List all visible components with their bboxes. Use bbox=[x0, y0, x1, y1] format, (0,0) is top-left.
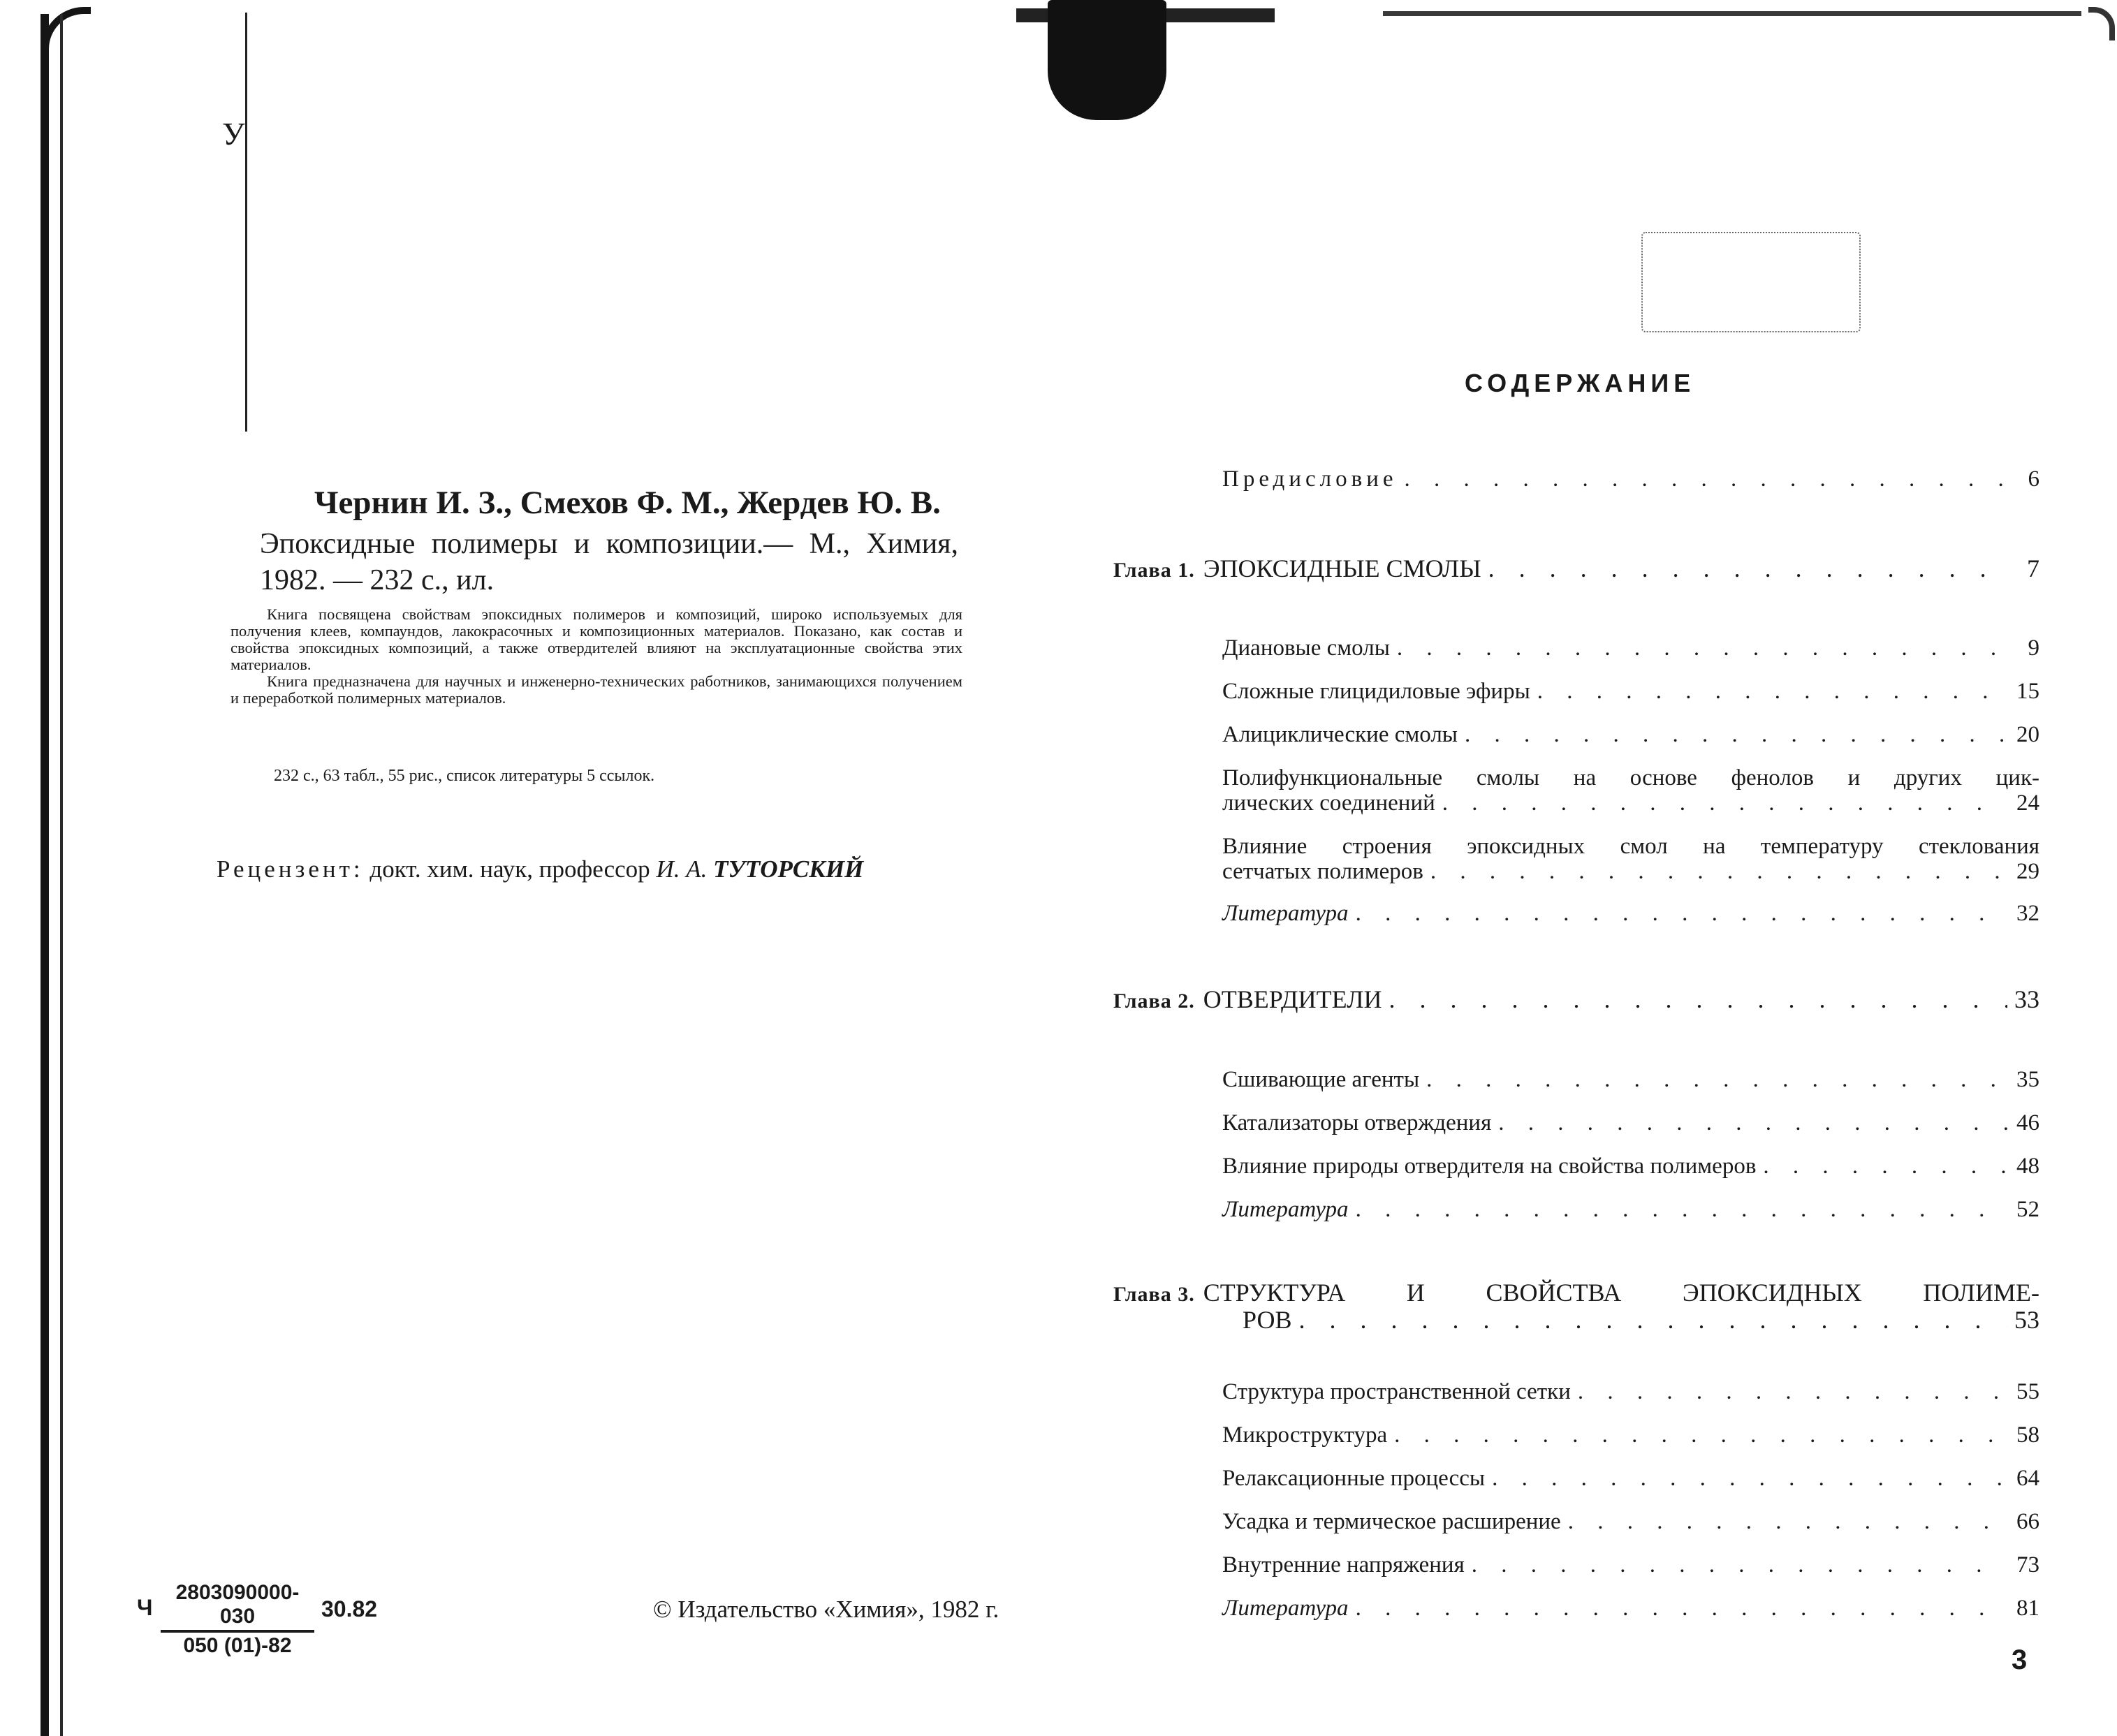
toc-page-number: 9 bbox=[2028, 635, 2039, 661]
page-corner-mark bbox=[2088, 7, 2115, 41]
scan-top-edge bbox=[1383, 11, 2081, 16]
toc-section[interactable] bbox=[1222, 1422, 2039, 1448]
toc-entry-label-cont: лических соединений bbox=[1222, 790, 1435, 816]
catalog-fraction bbox=[161, 1581, 314, 1658]
toc-page-number: 15 bbox=[2016, 679, 2039, 704]
toc-page-number: 64 bbox=[2016, 1466, 2039, 1491]
annotation-paragraph: Книга предназначена для научных и инженерно-технических работников, занимающихся получением и переработкой полимерных материалов. bbox=[230, 672, 962, 707]
toc-page-number: 53 bbox=[2014, 1306, 2039, 1334]
toc-leader-dots bbox=[1298, 1307, 2007, 1332]
toc-section-literature[interactable] bbox=[1222, 1197, 2039, 1222]
toc-section[interactable] bbox=[1222, 1110, 2039, 1135]
toc-section[interactable] bbox=[1222, 722, 2039, 747]
toc-page-number: 58 bbox=[2016, 1422, 2039, 1448]
toc-section[interactable] bbox=[1222, 1379, 2039, 1404]
toc-section[interactable] bbox=[1222, 765, 2039, 816]
toc-page-number: 7 bbox=[2027, 554, 2039, 582]
toc-entry-label: Структура пространственной сетки bbox=[1222, 1379, 1571, 1404]
book-description: Эпоксидные полимеры и композиции.— М., Химия, 1982. — 232 с., ил. bbox=[260, 528, 958, 596]
catalog-letter: Ч bbox=[137, 1595, 153, 1620]
catalog-suffix: 30.82 bbox=[321, 1596, 378, 1621]
page-curl-mark bbox=[42, 7, 91, 70]
toc-page-number: 20 bbox=[2016, 722, 2039, 747]
toc-page-number: 81 bbox=[2016, 1596, 2039, 1621]
toc-leader-dots bbox=[1763, 1154, 2007, 1179]
toc-leader-dots bbox=[1568, 1509, 2007, 1534]
toc-section[interactable] bbox=[1222, 635, 2039, 661]
page-number: 3 bbox=[2012, 1645, 2028, 1675]
book-stats: 232 с., 63 табл., 55 рис., список литературы 5 ссылок. bbox=[274, 767, 655, 785]
toc-page-number: 66 bbox=[2016, 1509, 2039, 1534]
toc-leader-dots bbox=[1356, 901, 2007, 926]
toc-leader-dots bbox=[1492, 1466, 2007, 1491]
chapter-title: ОТВЕРДИТЕЛИ bbox=[1203, 985, 1382, 1013]
toc-leader-dots bbox=[1405, 466, 2008, 492]
chapter-title: ЭПОКСИДНЫЕ СМОЛЫ bbox=[1203, 554, 1481, 582]
annotation-paragraph: Книга посвящена свойствам эпоксидных полимеров и композиций, широко используемых для получения клеев, компаундов, лакокрасочных и композиционных материалов. Показано, как состав и свойства эпоксидных композиций, а также отвердителей влияют на эксплуатационные свойства этих материалов. bbox=[230, 605, 962, 673]
toc-leader-dots bbox=[1430, 859, 2007, 884]
toc-page-number: 29 bbox=[2016, 859, 2039, 884]
toc-page-number: 32 bbox=[2016, 901, 2039, 926]
reviewer-initials: И. А. bbox=[656, 855, 708, 883]
book-spine-edge bbox=[60, 14, 63, 1736]
toc-leader-dots bbox=[1397, 635, 2007, 661]
toc-page-number: 46 bbox=[2016, 1110, 2039, 1135]
toc-leader-dots bbox=[1389, 987, 2007, 1012]
toc-entry-label: Катализаторы отверждения bbox=[1222, 1110, 1492, 1135]
toc-leader-dots bbox=[1394, 1422, 2007, 1448]
toc-entry-label: Усадка и термическое расширение bbox=[1222, 1509, 1561, 1534]
toc-entry-label: Полифункциональные смолы на основе фенолов и других цик- bbox=[1222, 765, 2039, 790]
toc-section[interactable] bbox=[1222, 834, 2039, 884]
toc-leader-dots bbox=[1537, 679, 2007, 704]
toc-entry-label: Влияние природы отвердителя на свойства полимеров bbox=[1222, 1154, 1757, 1179]
reviewer-label: Рецензент: bbox=[217, 855, 364, 883]
toc-leader-dots bbox=[1356, 1596, 2007, 1621]
toc-section-literature[interactable] bbox=[1222, 901, 2039, 926]
toc-page-number: 52 bbox=[2016, 1197, 2039, 1222]
toc-leader-dots bbox=[1578, 1379, 2007, 1404]
toc-page-number: 55 bbox=[2016, 1379, 2039, 1404]
toc-section[interactable] bbox=[1222, 1466, 2039, 1491]
toc-chapter-3[interactable] bbox=[1113, 1280, 2039, 1332]
toc-entry-label-cont: сетчатых полимеров bbox=[1222, 859, 1423, 884]
toc-section[interactable] bbox=[1222, 1154, 2039, 1179]
toc-leader-dots bbox=[1465, 722, 2007, 747]
toc-page-number: 73 bbox=[2016, 1552, 2039, 1577]
toc-leader-dots bbox=[1472, 1552, 2007, 1577]
toc-entry-label: Алициклические смолы bbox=[1222, 722, 1458, 747]
book-authors: Чернин И. З., Смехов Ф. М., Жердев Ю. В. bbox=[314, 485, 941, 521]
toc-entry-preface[interactable] bbox=[1222, 466, 2039, 492]
page-edge-rule bbox=[245, 13, 247, 432]
toc-page-number: 33 bbox=[2014, 985, 2039, 1013]
toc-section[interactable] bbox=[1222, 1552, 2039, 1577]
toc-entry-label: Внутренние напряжения bbox=[1222, 1552, 1465, 1577]
toc-entry-label: Литература bbox=[1222, 901, 1349, 926]
toc-chapter-2[interactable] bbox=[1113, 987, 2039, 1014]
catalog-denominator: 050 (01)-82 bbox=[161, 1630, 314, 1658]
chapter-prefix: Глава 3. bbox=[1113, 1283, 1195, 1306]
toc-entry-label: Диановые смолы bbox=[1222, 635, 1390, 661]
toc-entry-label: Сложные глицидиловые эфиры bbox=[1222, 679, 1530, 704]
toc-section[interactable] bbox=[1222, 1067, 2039, 1092]
chapter-prefix: Глава 2. bbox=[1113, 990, 1195, 1013]
toc-page-number: 35 bbox=[2016, 1067, 2039, 1092]
chapter-title-cont: РОВ bbox=[1243, 1306, 1292, 1334]
toc-entry-label: Предисловие bbox=[1222, 466, 1398, 492]
reviewer-surname: ТУТОРСКИЙ bbox=[713, 855, 864, 883]
chapter-title: СТРУКТУРА И СВОЙСТВА ЭПОКСИДНЫХ ПОЛИМЕ- bbox=[1203, 1279, 2039, 1307]
toc-entry-label: Микроструктура bbox=[1222, 1422, 1388, 1448]
library-stamp bbox=[1641, 232, 1861, 332]
toc-leader-dots bbox=[1426, 1067, 2007, 1092]
toc-leader-dots bbox=[1356, 1197, 2007, 1222]
toc-section[interactable] bbox=[1222, 1509, 2039, 1534]
chapter-prefix: Глава 1. bbox=[1113, 559, 1195, 582]
toc-entry-label: Релаксационные процессы bbox=[1222, 1466, 1486, 1491]
catalog-numerator: 2803090000-030 bbox=[175, 1581, 300, 1628]
toc-entry-label: Литература bbox=[1222, 1197, 1349, 1222]
reviewer-degree: докт. хим. наук, профессор bbox=[369, 855, 650, 883]
toc-section-literature[interactable] bbox=[1222, 1596, 2039, 1621]
book-annotation bbox=[230, 606, 962, 707]
toc-entry-label: Влияние строения эпоксидных смол на температуру стеклования bbox=[1222, 834, 2039, 859]
toc-page-number: 48 bbox=[2016, 1154, 2039, 1179]
toc-page-number: 24 bbox=[2016, 790, 2039, 816]
toc-chapter-1[interactable] bbox=[1113, 556, 2039, 583]
toc-title: СОДЕРЖАНИЕ bbox=[1465, 369, 1696, 397]
copyright: © Издательство «Химия», 1982 г. bbox=[653, 1596, 999, 1623]
toc-entry-label: Сшивающие агенты bbox=[1222, 1067, 1420, 1092]
book-spine-shadow bbox=[41, 14, 49, 1736]
cut-off-text: У bbox=[222, 116, 245, 152]
toc-page-number: 6 bbox=[2028, 466, 2039, 492]
scan-blot bbox=[1048, 0, 1166, 120]
toc-entry-label: Литература bbox=[1222, 1596, 1349, 1621]
toc-section[interactable] bbox=[1222, 679, 2039, 704]
toc-leader-dots bbox=[1488, 556, 2007, 581]
toc-leader-dots bbox=[1498, 1110, 2007, 1135]
reviewer-line bbox=[217, 855, 863, 883]
toc-leader-dots bbox=[1442, 790, 2007, 816]
